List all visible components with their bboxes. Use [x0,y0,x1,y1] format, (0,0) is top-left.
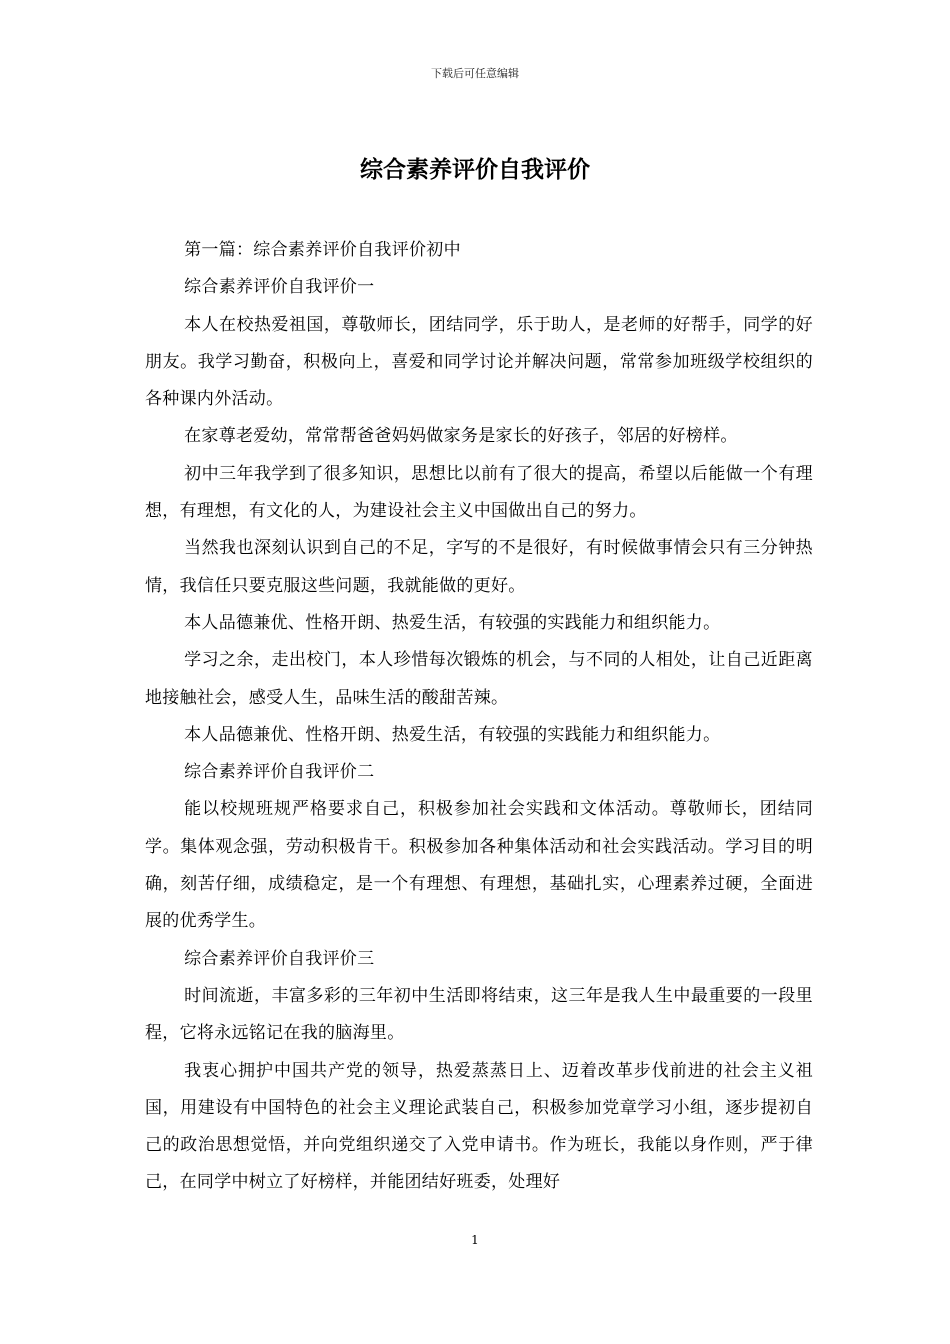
document-title: 综合素养评价自我评价 [360,157,590,183]
paragraph: 本人品德兼优、性格开朗、热爱生活，有较强的实践能力和组织能力。 [184,724,721,745]
paragraph: 本人在校热爱祖国，尊敬师长，团结同学，乐于助人，是老师的好帮手，同学的好朋友。我学习勤奋，积极向上，喜爱和同学讨论并解决问题，常常参加班级学校组织的各种课内外活动。 [145,314,813,410]
document-body [145,232,813,1202]
paragraph-subheading-3: 综合素养评价自我评价三 [184,948,375,969]
paragraph-subheading-2: 综合素养评价自我评价二 [184,762,375,783]
paragraph: 我衷心拥护中国共产党的领导，热爱蒸蒸日上、迈着改革步伐前进的社会主义祖国，用建设有中国特色的社会主义理论武装自己，积极参加党章学习小组，逐步提初自己的政治思想觉悟，并向党组织递交了入党申请书。作为班长，我能以身作则，严于律己，在同学中树立了好榜样，并能团结好班委，处理好 [145,1060,813,1193]
paragraph: 学习之余，走出校门，本人珍惜每次锻炼的机会，与不同的人相处，让自己近距离地接触社会，感受人生，品味生活的酸甜苦辣。 [145,650,813,708]
paragraph: 时间流逝，丰富多彩的三年初中生活即将结束，这三年是我人生中最重要的一段里程，它将永远铭记在我的脑海里。 [145,985,813,1044]
paragraph: 能以校规班规严格要求自己，积极参加社会实践和文体活动。尊敬师长，团结同学。集体观念强，劳动积极肯干。积极参加各种集体活动和社会实践活动。学习目的明确，刻苦仔细，成绩稳定，是一个有理想、有理想，基础扎实，心理素养过硬，全面进展的优秀学生。 [145,799,813,932]
paragraph: 当然我也深刻认识到自己的不足，字写的不是很好，有时候做事情会只有三分钟热情，我信任只要克服这些问题，我就能做的更好。 [145,538,813,596]
page-header-note: 下载后可任意编辑 [431,67,519,80]
paragraph: 本人品德兼优、性格开朗、热爱生活，有较强的实践能力和组织能力。 [184,612,721,633]
paragraph: 初中三年我学到了很多知识，思想比以前有了很大的提高，希望以后能做一个有理想，有理想，有文化的人，为建设社会主义中国做出自己的努力。 [145,463,813,522]
paragraph-subheading-1: 综合素养评价自我评价一 [184,277,375,298]
paragraph-section-heading: 第一篇：综合素养评价自我评价初中 [184,240,461,260]
paragraph: 在家尊老爱幼，常常帮爸爸妈妈做家务是家长的好孩子，邻居的好榜样。 [184,426,738,447]
page-number: 1 [471,1233,479,1247]
